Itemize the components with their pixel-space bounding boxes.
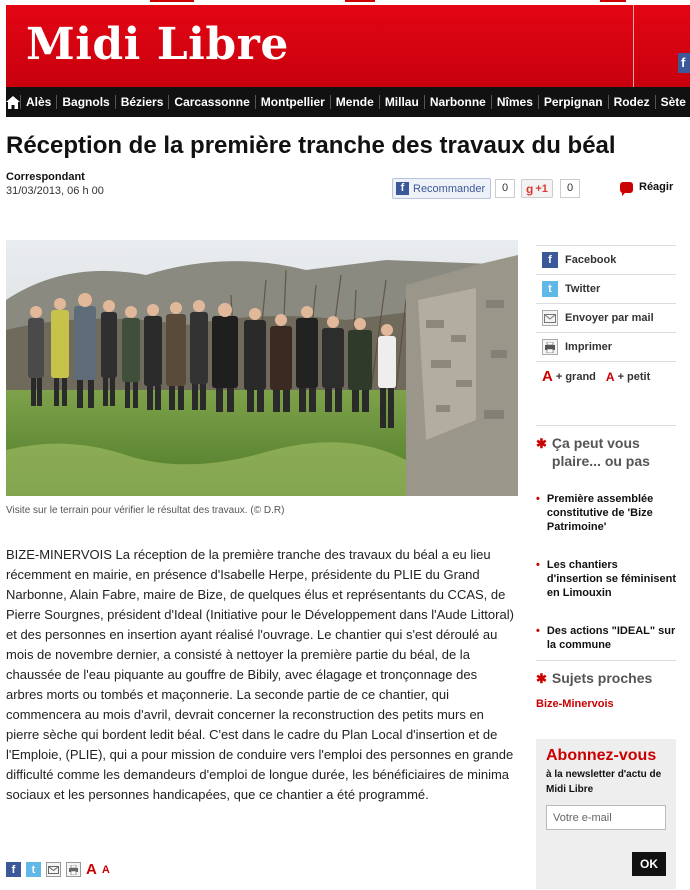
list-item[interactable]: [536, 558, 676, 600]
sidebar-recommendations: [536, 425, 676, 676]
twitter-icon: t: [542, 281, 558, 297]
related-topic-link[interactable]: Bize-Minervois: [536, 698, 614, 710]
article-title: Réception de la première tranche des travaux du béal: [6, 132, 616, 159]
newsletter-email-input[interactable]: [546, 805, 666, 830]
facebook-icon: f: [396, 182, 409, 195]
masthead-divider: [633, 5, 634, 87]
font-size-controls: [536, 362, 676, 391]
recommendations-header: [536, 434, 676, 470]
nav-item-narbonne[interactable]: Narbonne: [424, 95, 491, 109]
bullet-icon: •: [536, 493, 540, 505]
share-mail[interactable]: [536, 304, 676, 333]
share-facebook-label: Facebook: [565, 254, 617, 266]
newsletter-title: Abonnez-vous: [546, 747, 657, 764]
list-item[interactable]: [536, 624, 676, 652]
recommendation-link[interactable]: Des actions "IDEAL" sur la commune: [546, 625, 676, 651]
list-item[interactable]: [536, 492, 676, 534]
newsletter-subtitle-brand: Midi Libre: [546, 784, 594, 795]
react-link[interactable]: [620, 181, 673, 193]
newsletter-submit-button[interactable]: OK: [632, 852, 666, 876]
newsletter-subtitle: [546, 767, 666, 797]
font-smaller-label[interactable]: + petit: [617, 370, 651, 383]
sidebar-share-box: [536, 245, 676, 391]
comment-bubble-icon: [620, 182, 633, 193]
recommendations-list: [536, 492, 676, 652]
asterisk-icon: ✱: [536, 436, 547, 451]
print-icon[interactable]: [66, 862, 81, 877]
recommendations-title: Ça peut vous plaire... ou pas: [551, 435, 650, 469]
twitter-icon[interactable]: t: [26, 862, 41, 877]
nav-item-millau[interactable]: Millau: [379, 95, 424, 109]
bottom-share-bar: [6, 862, 110, 877]
share-print-label: Imprimer: [565, 341, 613, 353]
nav-item-mende[interactable]: Mende: [330, 95, 379, 109]
asterisk-icon: ✱: [536, 671, 547, 686]
top-strip-segment: [345, 0, 375, 2]
mail-icon: [542, 310, 558, 326]
sidebar-related-topics: [536, 660, 676, 710]
font-smaller-icon[interactable]: A: [101, 863, 110, 876]
nav-item-rodez[interactable]: Rodez: [608, 95, 655, 109]
share-twitter-label: Twitter: [565, 283, 601, 295]
top-strip-segment: [600, 0, 626, 2]
city-nav: [6, 87, 690, 117]
top-strip-segment: [150, 0, 194, 2]
font-bigger-label[interactable]: + grand: [555, 370, 596, 383]
article-author: Correspondant: [6, 171, 85, 183]
nav-item-carcassonne[interactable]: Carcassonne: [168, 95, 254, 109]
bullet-icon: •: [536, 559, 540, 571]
photo-caption: Visite sur le terrain pour vérifier le résultat des travaux. (© D.R): [6, 505, 285, 516]
facebook-count: 0: [495, 179, 515, 198]
google-plus-count: 0: [560, 179, 580, 198]
article-photo[interactable]: [6, 240, 518, 496]
facebook-icon: f: [542, 252, 558, 268]
article-body: BIZE-MINERVOIS La réception de la première tranche des travaux du béal a eu lieu récemment en mairie, en présence d'Isabelle Herpe, présidente du PLIE du Grand Narbonne, Alain Fabre, maire de Bize, de quelques élus et représentants du CCAS, de Pierre Sourgnes, président d'Ideal (Initiative pour le Développement dans l'Aude Littoral) et des personnes en insertion ayant réalisé l'ouvrage. Le chantier qui s'est déroulé au mois de novembre dernier, a consisté à nettoyer la première partie du béal, de la chaussée de l'eau piquante au gouffre de Bibily, avec élagage et tronçonnage des arbres morts ou tombés et maçonnerie. La seconde partie de ce chantier, qui commencera au mois d'avril, devrait concerner la reconstruction des petits murs en pierre sèche qui bordent ledit béal. C'est dans le cadre du Plan Local d'insertion et de l'Emploie, (PLIE), qui a pour mission de conduire vers l'emploi des personnes en grande difficulté comme les demandeurs d'emploi de longue durée, les bénéficiaires de minima sociaux et les personnes handicapées, que ce chantier a été programmé.: [6, 547, 514, 802]
related-title: Sujets proches: [551, 670, 653, 686]
newsletter-subtitle-line: à la newsletter d'actu de: [546, 769, 662, 780]
google-plus-label: +1: [535, 182, 548, 195]
facebook-corner-icon[interactable]: f: [678, 53, 690, 73]
font-smaller-icon[interactable]: A: [605, 369, 615, 384]
site-logo[interactable]: Midi Libre: [26, 19, 289, 70]
nav-item-bagnols[interactable]: Bagnols: [56, 95, 114, 109]
newsletter-box: [536, 739, 676, 889]
font-bigger-icon[interactable]: A: [542, 368, 553, 385]
article-date: 31/03/2013, 06 h 00: [6, 185, 104, 197]
recommendation-link[interactable]: Première assemblée constitutive de 'Bize Patrimoine': [546, 493, 654, 533]
home-icon[interactable]: [6, 87, 20, 117]
mail-icon[interactable]: [46, 862, 61, 877]
masthead: [6, 5, 690, 87]
print-icon: [542, 339, 558, 355]
nav-item-sete[interactable]: Sète: [655, 95, 690, 109]
share-print[interactable]: [536, 333, 676, 362]
google-plus-button[interactable]: [521, 179, 553, 198]
nav-item-nimes[interactable]: Nîmes: [491, 95, 538, 109]
facebook-recommend-button[interactable]: [392, 178, 491, 199]
font-bigger-icon[interactable]: A: [86, 861, 97, 878]
bullet-icon: •: [536, 625, 540, 637]
share-facebook[interactable]: [536, 246, 676, 275]
nav-item-perpignan[interactable]: Perpignan: [538, 95, 608, 109]
recommendation-link[interactable]: Les chantiers d'insertion se féminisent en Limouxin: [546, 559, 677, 599]
share-mail-label: Envoyer par mail: [565, 312, 654, 324]
facebook-recommend-label: Recommander: [413, 182, 486, 195]
share-twitter[interactable]: [536, 275, 676, 304]
google-plus-icon: g: [526, 181, 534, 196]
group-photo-illustration: [6, 240, 518, 496]
related-header: [536, 669, 676, 688]
byline: [6, 171, 104, 197]
react-label: Réagir: [639, 181, 674, 193]
facebook-icon[interactable]: f: [6, 862, 21, 877]
nav-item-beziers[interactable]: Béziers: [115, 95, 169, 109]
nav-item-ales[interactable]: Alès: [20, 95, 56, 109]
nav-item-montpellier[interactable]: Montpellier: [255, 95, 330, 109]
